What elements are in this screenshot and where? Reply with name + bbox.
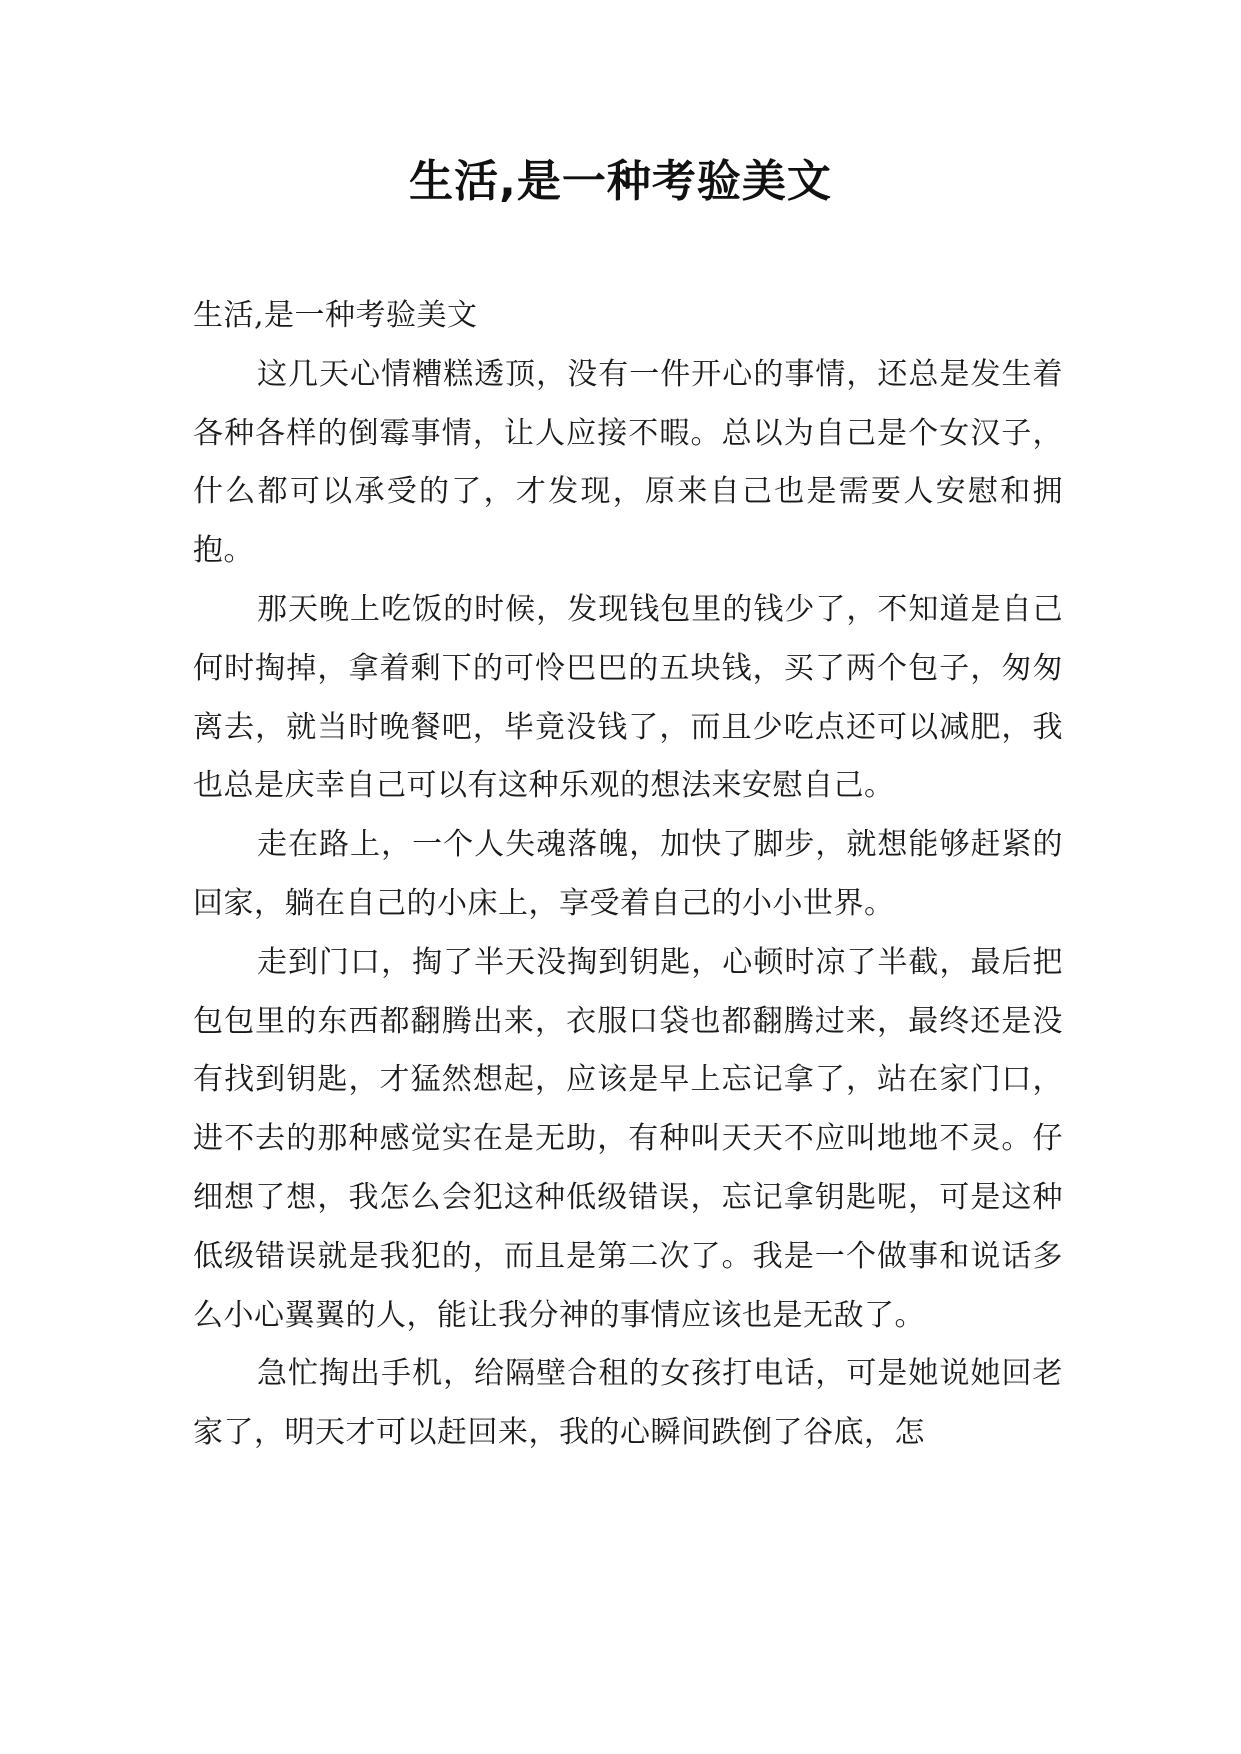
paragraph-2: 那天晚上吃饭的时候，发现钱包里的钱少了，不知道是自己何时掏掉，拿着剩下的可怜巴巴的五块钱，买了两个包子，匆匆离去，就当时晚餐吧，毕竟没钱了，而且少吃点还可以减肥，我也总是庆幸自己可以有这种乐观的想法来安慰自己。 xyxy=(193,591,1063,804)
paragraph-5: 急忙掏出手机，给隔壁合租的女孩打电话，可是她说她回老家了，明天才可以赶回来，我的心瞬间跌倒了谷底，怎 xyxy=(193,1356,1063,1451)
paragraph-4: 走到门口，掏了半天没掏到钥匙，心顿时凉了半截，最后把包包里的东西都翻腾出来，衣服口袋也都翻腾过来，最终还是没有找到钥匙，才猛然想起，应该是早上忘记拿了，站在家门口，进不去的那种感觉实在是无助，有种叫天天不应叫地地不灵。仔细想了想，我怎么会犯这种低级错误，忘记拿钥匙呢，可是这种低级错误就是我犯的，而且是第二次了。我是一个做事和说话多么小心翼翼的人，能让我分神的事情应该也是无敌了。 xyxy=(193,944,1063,1333)
document-title: 生活,是一种考验美文 xyxy=(409,156,832,207)
document-body xyxy=(193,287,1063,1463)
paragraph-1: 这几天心情糟糕透顶，没有一件开心的事情，还总是发生着各种各样的倒霉事情，让人应接不暇。总以为自己是个女汉子，什么都可以承受的了，才发现，原来自己也是需要人安慰和拥抱。 xyxy=(193,356,1063,569)
paragraph-3: 走在路上，一个人失魂落魄，加快了脚步，就想能够赶紧的回家，躺在自己的小床上，享受着自己的小小世界。 xyxy=(193,827,1063,921)
document-subtitle: 生活,是一种考验美文 xyxy=(193,298,478,333)
